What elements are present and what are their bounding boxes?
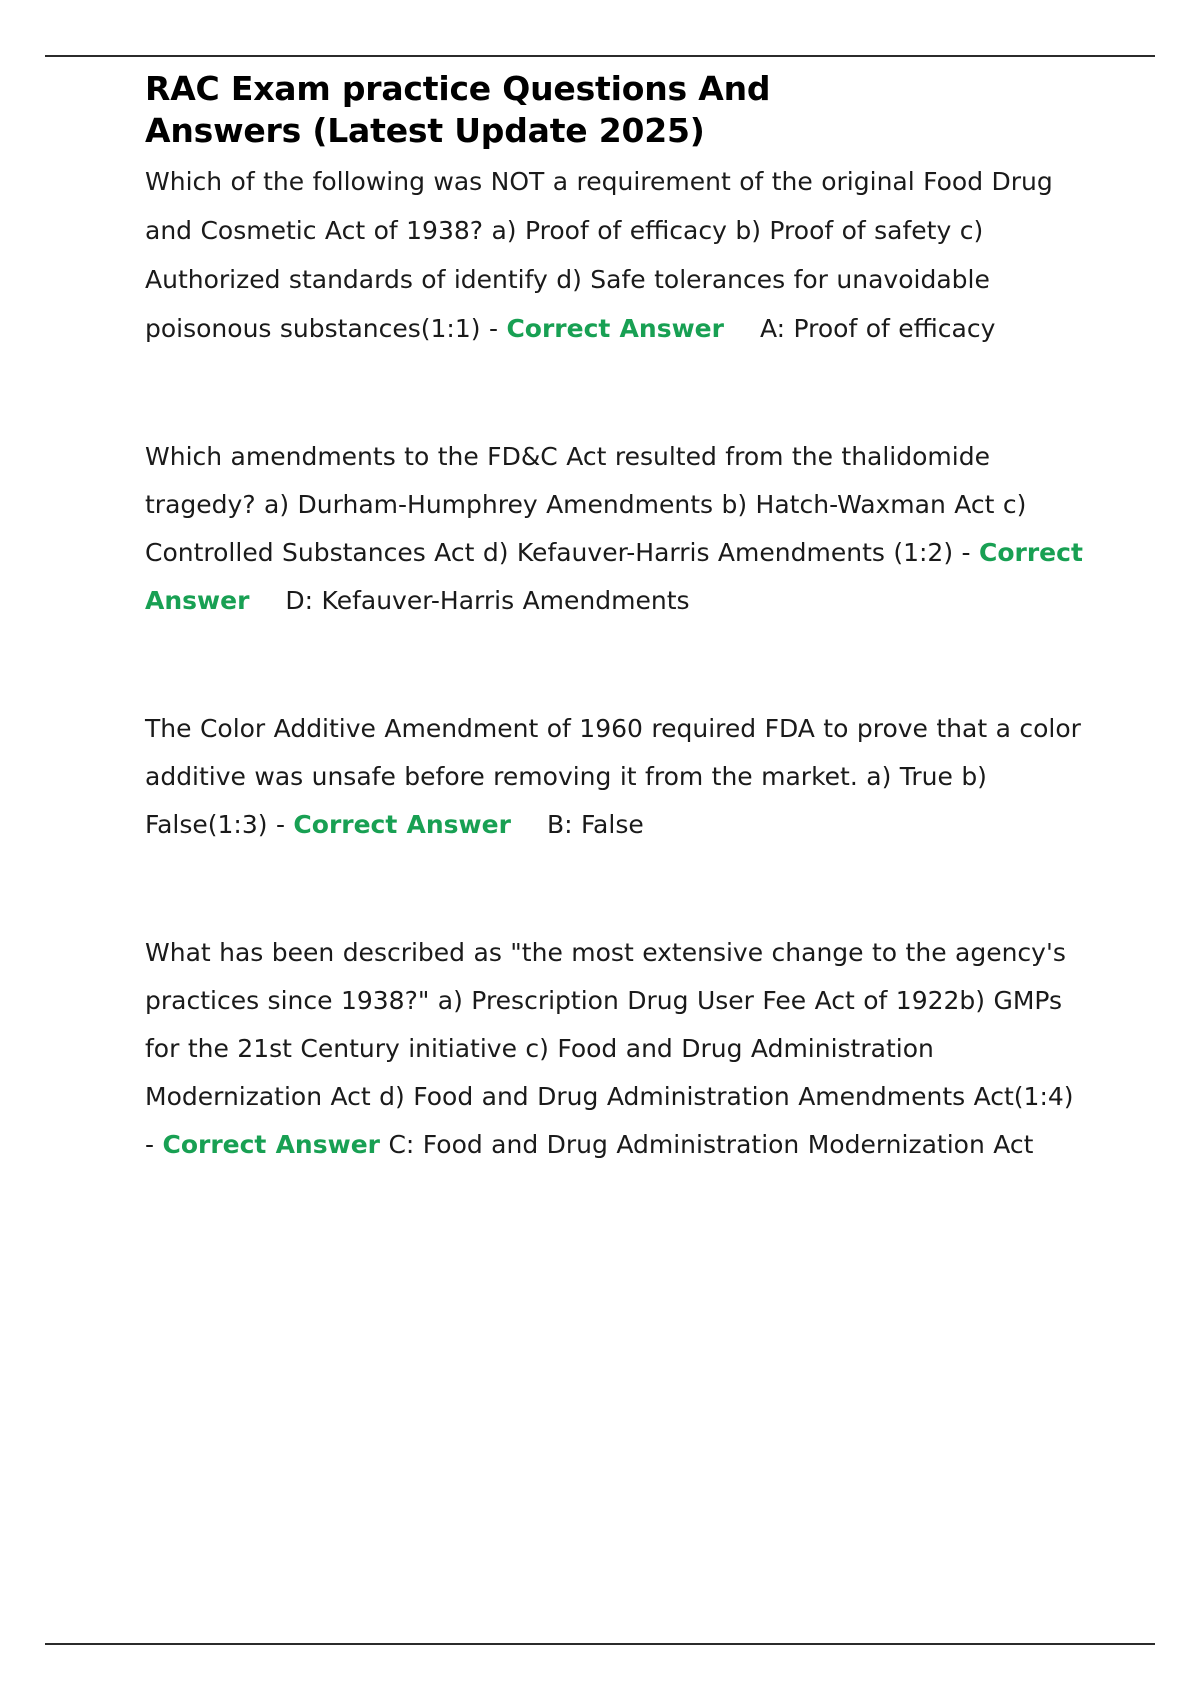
question-text: The Color Additive Amendment of 1960 required FDA to prove that a color additive was unsafe before removing it from the market. a) True b) False(1:3) -	[145, 714, 1081, 840]
qa-paragraph	[145, 433, 1085, 625]
correct-answer-label: Correct Answer	[506, 313, 724, 343]
qa-paragraph	[145, 929, 1085, 1169]
qa-block	[145, 705, 1085, 849]
correct-answer-label: Correct Answer	[145, 538, 1083, 616]
correct-answer-label: Correct Answer	[162, 1130, 380, 1160]
page-title: RAC Exam practice Questions And Answers (Latest Update 2025)	[145, 69, 771, 151]
question-text: Which of the following was NOT a requirement of the original Food Drug and Cosmetic Act of 1938? a) Proof of efficacy b) Proof of safety c) Authorized standards of identify d) Safe tolerances for unavoidable poisonous substances(1:1) -	[145, 167, 1053, 343]
qa-block	[145, 158, 1085, 353]
question-text: Which amendments to the FD&C Act resulted from the thalidomide tragedy? a) Durham-Humphrey Amendments b) Hatch-Waxman Act c) Controlled Substances Act d) Kefauver-Harris Amendments (1:2) -	[145, 442, 1027, 568]
answer-text: A: Proof of efficacy	[759, 313, 996, 343]
qa-paragraph	[145, 158, 1085, 353]
qa-paragraph	[145, 705, 1085, 849]
question-text: What has been described as "the most extensive change to the agency's practices since 1938?" a) Prescription Drug User Fee Act of 1922b) GMPs for the 21st Century initiative c) Food and Drug Administration Modernization Act d) Food and Drug Administration Amendments Act(1:4) -	[145, 938, 1074, 1160]
correct-answer-label: Correct Answer	[293, 810, 511, 840]
answer-text: D: Kefauver-Harris Amendments	[285, 586, 690, 616]
footer-divider	[45, 1643, 1155, 1645]
answer-text: B: False	[546, 810, 644, 840]
answer-text: C: Food and Drug Administration Modernization Act	[388, 1130, 1034, 1160]
qa-block	[145, 433, 1085, 625]
document-content	[145, 68, 1085, 1169]
header-divider	[45, 55, 1155, 57]
qa-block	[145, 929, 1085, 1169]
